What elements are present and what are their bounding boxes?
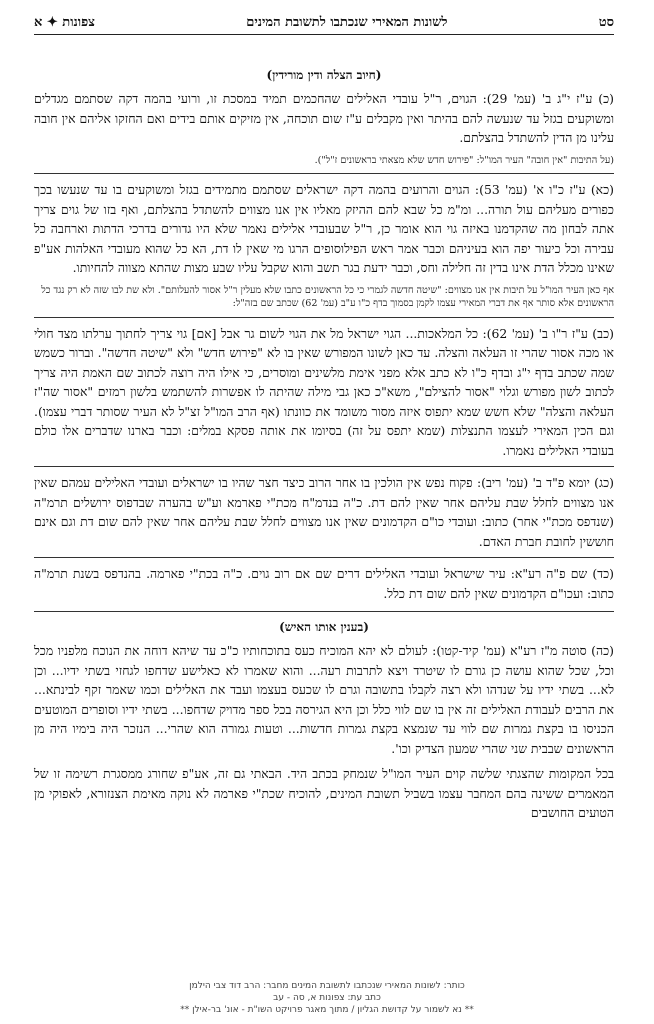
footer	[0, 980, 654, 1016]
footer-notice: ** נא לשמור על קדושת הגליון / מתוך מאגר פרויקט השו"ת - אונ' בר-אילן **	[180, 1005, 474, 1015]
editor-note-21: אף כאן העיר המו"ל על תיבות אין אנו מצווים: "שיטה חדשה לגמרי כי כל הראשונים כתבו שלא מעלין ר"ל אסור להעלותם". ולא שת לבו שזה לא רק נגד כל הראשונים אלא סותר אף את דברי המאירי עצמו לקמן בסמוך בדף כ"ו ע"ב (עמ' 62) שכתב שם בזה"ל:	[41, 284, 614, 309]
page-content	[34, 62, 614, 829]
paragraph-22: (כב) ע"ז ר"ו ב' (עמ' 62): כל המלאכות... הגוי ישראל מל את הגוי לשום גר אבל [אם] גוי צריך לחתוך ערלתו מצד חולי או מכה אסור שהרי זו העלאה והצלה. עד כאן לשונו המפורש שאין בו לא "פירוש חדש" ולא "שיטה חדשה". וברור כשמש שמה שכתב בדף י"ג ובדף כ"ו לא כתב אלא מפני אימת מלשינים ומוסרים, כי אילו היה רוצה לכתוב שם האמת היה צריך לכתוב לשון מפורש וגלוי "אסור להצילם", משא"כ כאן גבי מילה שהיתה לו אפשרות להשתמש בלשון רמזים "אסור שה"ז העלאה והצלה" שלא חשש שמא יתפוס איזה מסור משומד את כוונתו (אף הרב המו"ל זצ"ל לא העיר שסותר דברי עצמו). וגם הכין המאירי לעצמו התנצלות (שמא יתפס על זה) בסיומו את אותה פסקא במלים: וכבר בארנו שדברים אלו כולם בעובדי האלילים נאמרו.	[34, 325, 614, 458]
divider	[34, 317, 614, 318]
paragraph-23: (כג) יומא פ"ד ב' (עמ' ריב): פקוח נפש אין הולכין בו אחר הרוב כיצד חצר שהיו בו ישראלים ועובדי האלילים עמהם שאין אנו מצווים לחלל שבת עליהם אחר שאין להם דת. כ"ה בנדמ"ח מכת"י פארמא וע"ש בהערה שבדפוס ירושלים תרמ"ה (שנדפס מכת"י אחר) כתוב: ועובדי כו"ם הקדמונים שאין אנו מצווים לחלל שבת עליהם אחר שאין להם שום דת וגם אינם חוששין לחובת חברת האדם.	[34, 475, 614, 549]
paragraph-24: (כד) שם פ"ה רע"א: עיר שישראל ועובדי האלילים דרים שם אם רוב גוים. כ"ה בכת"י פארמה. בהנדפס בשנת תרמ"ה כתוב: ועכו"ם הקדמונים שאין להם שום דת כלל.	[34, 566, 614, 601]
editor-note-20: (על התיבות "אין חובה" העיר המו"ל: "פירוש חדש שלא מצאתי בראשונים ז"ל").	[314, 154, 614, 166]
page-number: סט	[598, 15, 614, 30]
running-head	[34, 14, 614, 35]
divider	[34, 173, 614, 174]
paragraph-25: (כה) סוטה מ"ז רע"א (עמ' קיד-קטו): לעולם לא יהא המוכיח כעס בתוכחותיו כ"כ עד שיהא דוחה את הנוכח מלפניו מכל וכל, שכל שהוא עושה כן גורם לו שיטרד ויצא לתרבות רעה... והוא שאמרו לא כאלישע שדחפו לגחזי בשתי ידיו... וכן לא... בשתי ידיו על שנדהו ולא רצה לקבלו בתשובה וגרם לו שכעס בעצמו ועבד את האלילים וכמו שאמר זקף לבינתא... את הרבים לעבודת האלילים זה אין בו שם לווי כלל וכן היא הגירסה בכל ספר מדויק שדחפו... בשתי ידיו וסופרים המוטעים הכניסו בו בקצת גמרות שם לווי עד שנמצא בקצת גמרות חדשות... וטעות גמורה הוא שהרי... הנזכר היה בימיו היה מן הראשונים שבבית שני שהרי שמעון הצדיק וכו'.	[34, 643, 614, 756]
footer-title-author: כותר: לשונות המאירי שנכתבו לתשובת המינים מחבר: הרב דוד צבי הילמן	[189, 981, 465, 991]
divider	[34, 611, 614, 612]
section-label: צפונות ✦ א	[34, 15, 95, 30]
paragraph-closing: בכל המקומות שהצגתי שלשה קוים העיר המו"ל שנמחק בכתב היד. הבאתי גם זה, אע"פ שחורג ממסגרת רשימה זו של המאמרים ששינה בהם המחבר עצמו בשביל תשובת המינים, להוכיח שכת"י פארמה לא נוקה מאימת הצנזורא, לאפוקי מן הטועים החושבים	[34, 766, 614, 820]
paragraph-20: (כ) ע"ז י"ג ב' (עמ' 29): הגוים, ר"ל עובדי האלילים שהחכמים תמיד במסכת זו, ורועי בהמה דקה שסתמם מגדלים ומשוקעים בגזל עד שנעשה להם בהיתר ואין מקבלים ע"ז שום תוכחה, אין מזיקים אותם בידים ואם החזקו אליהם אין חובה עלינו מן הדין להשתדל בהצלתם.	[34, 91, 614, 145]
divider	[34, 466, 614, 467]
paragraph-21: (כא) ע"ז כ"ו א' (עמ' 53): הגוים והרועים בהמה דקה ישראלים שסתמם מתמידים בגזל ומשוקעים בו עד שנעשו בכך כפורים מעליהם עול תורה... ומ"מ כל שבא להם ההיזק מאליו אין אנו מצווים להשתדל בהצלתם, ואף בזו של גוים צריך אתה לבחון מה שהקדמנו באיזה גוי הוא אומר כן, ר"ל שבעובדי אלילים נאמר שלא היו גדורים בדרכי הדתות וארחבה כל עבירה וכל כיעור יפה הוא בעיניהם וכבר אמר ראש הפילוסופים הרגו מי שאין לו דת, הא כל שהוא מעובדי האלהות אע"פ שאינו מכלל הדת אינו בדין זה חלילה וחס, וכבר ידעת בגר תשב והוא שקבל עליו שבע מצות שהתא מצווה להחיותו.	[34, 182, 614, 275]
running-title: לשונות המאירי שנכתבו לתשובת המינים	[246, 15, 448, 30]
footer-journal: כתב עת: צפונות א, סה - עב	[273, 993, 381, 1003]
section-title-rescue: (חיוב הצלה ודין מורידין)	[266, 68, 382, 82]
divider	[34, 557, 614, 558]
section-title-that-man: (בענין אותו האיש)	[279, 620, 369, 634]
